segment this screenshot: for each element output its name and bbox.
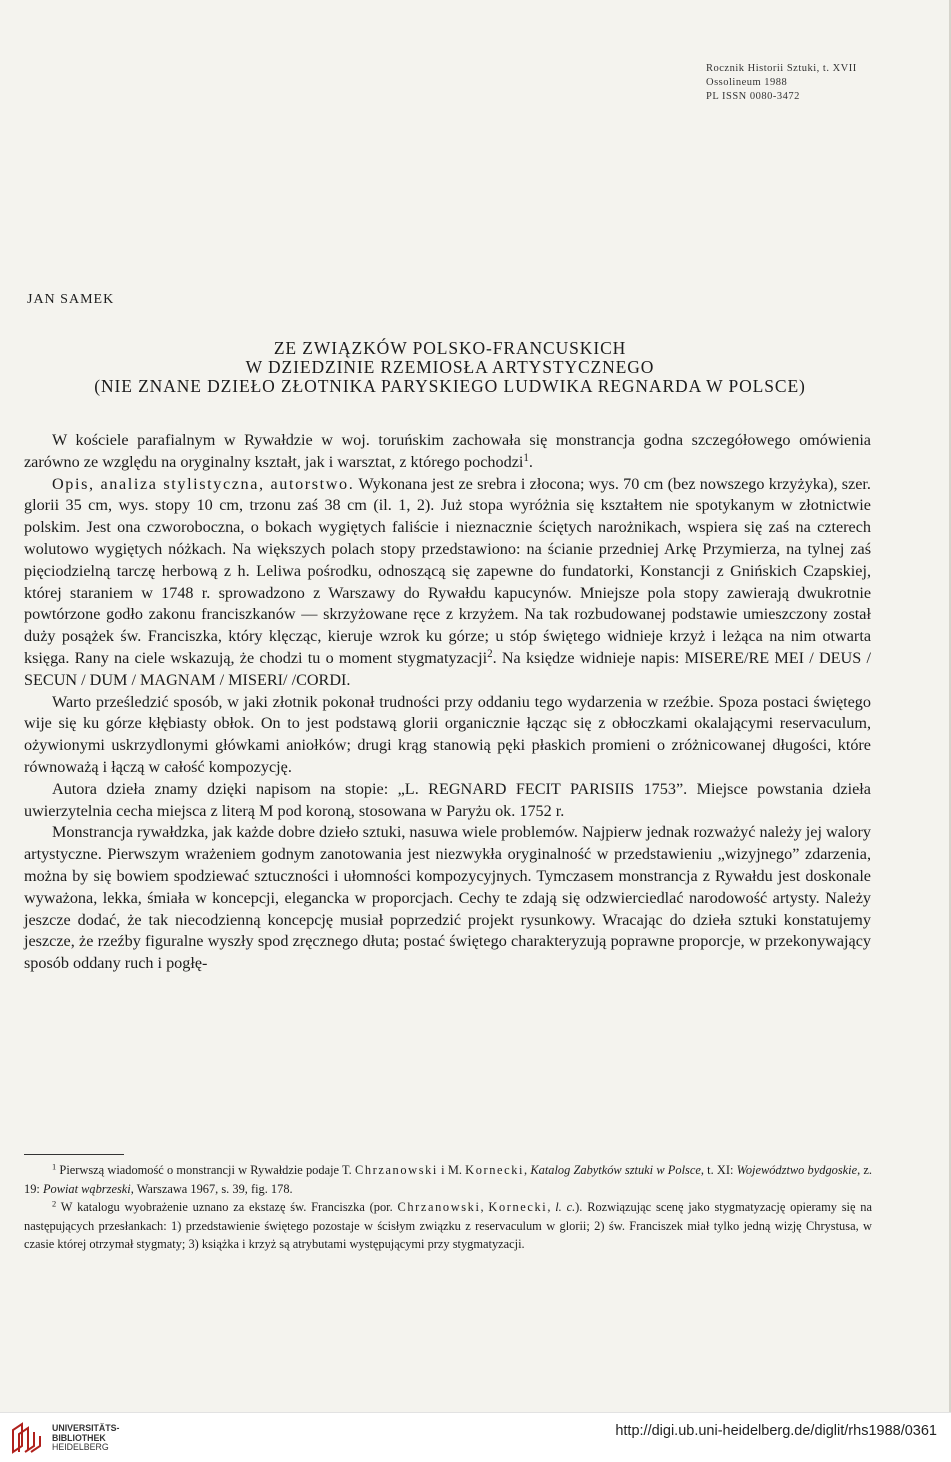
journal-info [706,62,906,104]
footnotes [24,1161,872,1254]
footnote-1: $^1$ Pierwszą wiadomość o monstrancji w Rywałdzie podaje T. Chrzanowski i M. Kornecki, Katalog Zabytków sztuki w Polsce, t. XI: Województwo bydgoskie, z. 19: Powiat wąbrzeski, Warszawa 1967, s. 39, fig. 178. [24,1161,873,1196]
footnote-ref-1[interactable]: 1 [523,451,529,464]
footnote-2: $^2$ W katalogu wyobrażenie uznano za ekstazę św. Franciszka (por. Chrzanowski, Kornecki, l. c.). Rozwiązując scenę jako stygmatyzację opieramy się na następujących przesłankach: 1) przedstawienie świętego pozostaje w ścisłym związku z reservaculum w glorii; 2) św. Franciszek miał tylko jedną wizję Chrystusa, w czasie której otrzymał stygmaty; 3) książka i krzyż są atrybutami występującymi przy stygmatyzacji. [24,1198,872,1251]
article-title [0,339,900,396]
paragraph-3: Warto prześledzić sposób, w jaki złotnik pokonał trudności przy oddaniu tego wydarzenia w rzeźbie. Spoza postaci świętego wije się ku górze kłębiasty obłok. On to jest podstawą glorii organicznie łącząc się z obłoczkami okalającymi reservaculum, ożywionymi uskrzydlonymi główkami aniołków; drugi krąg stanowią pęki płaskich promieni o zróżnicowanej długości, które równoważą i łączą w całość kompozycję. [24,692,871,776]
paragraph-5: Monstrancja rywałdzka, jak każde dobre dzieło sztuki, nasuwa wiele problemów. Najpierw jednak rozważyć należy jej walory artystyczne. Pierwszym wrażeniem godnym zanotowania jest niezwykła oryginalność w przedstawieniu „wizyjnego” zdarzenia, można by się bowiem spodziewać sztuczności i ułomności kompozycyjnych. Tymczasem monstrancja z Rywałdu jest doskonale wyważona, lekka, śmiała w koncepcji, elegancka w proporcjach. Cechy te zdają się odzwierciedlać narodowość artysty. Należy jeszcze dodać, że tak niecodzienną koncepcję musiał poprzedzić projekt rysunkowy. Wracając do dzieła sztuki konstatujemy jeszcze, że rzeźby figuralne wyszły spod zręcznego dłuta; postać świętego charakteryzują poprawne proporcje, w przekonywający sposób oddany ruch i pogłę- [24,823,871,973]
section-heading: Opis, analiza stylistyczna, autorstwo. [52,474,355,493]
paragraph-4: Autora dzieła znamy dzięki napisom na stopie: „L. REGNARD FECIT PARISIIS 1753”. Miejsce powstania dzieła uwierzytelnia cecha miejsca z literą M pod koroną, stosowana w Paryżu ok. 1752 r. [24,779,871,820]
article-body [24,430,871,975]
article-author: JAN SAMEK [27,292,115,307]
source-url-link[interactable]: http://digi.ub.uni-heidelberg.de/diglit/rhs1988/0361 [615,1423,937,1439]
title-line-1: ZE ZWIĄZKÓW POLSKO-FRANCUSKICH [273,338,627,358]
library-name: UNIVERSITÄTS- BIBLIOTHEK HEIDELBERG [52,1423,120,1453]
title-line-3: (NIE ZNANE DZIEŁO ZŁOTNIKA PARYSKIEGO LUDWIKA REGNARDA W POLSCE) [94,376,806,396]
viewer-footer [0,1412,951,1462]
paragraph-1: W kościele parafialnym w Rywałdzie w woj. toruńskim zachowała się monstrancja godna szczegółowego omówienia zarówno ze względu na oryginalny kształt, jak i warsztat, z którego pochodzi$^1$. [24,431,871,471]
publisher-year: Ossolineum 1988 [706,77,788,88]
issn: PL ISSN 0080-3472 [706,91,800,102]
footnote-ref-2[interactable]: 2 [487,647,493,660]
footnote-divider [24,1154,124,1155]
university-library-logo-icon [10,1421,44,1455]
paragraph-2: Opis, analiza stylistyczna, autorstwo. Wykonana jest ze srebra i złocona; wys. 70 cm (bez nowszego krzyżyka), szer. glorii 35 cm, wys. stopy 10 cm, trzonu zaś 38 cm (il. 1, 2). Już stopa wyróżnia się kształtem nie spotykanym w złotnictwie polskim. Jest ona czworoboczna, o bokach wygiętych faliście i nieznacznie ściętych narożnikach, wspiera się zaś na czterech wolutowo wygiętych nóżkach. Na większych polach stopy przedstawiono: na ścianie przedniej Arkę Przymierza, na tylnej zaś pięciodzielną tarczę herbową z h. Leliwa pośrodku, odnoszącą się zapewne do fundatorki, Konstancji z Gnińskich Czapskiej, której staraniem w 1748 r. sprowadzono z Warszawy do Rywałdu kapucynów. Mniejsze pola stopy zawierają dwukrotnie powtórzone godło zakonu franciszkanów — skrzyżowane ręce z krzyżem. Na tak rozbudowanej podstawie umieszczony został duży posążek św. Franciszka, który klęcząc, kieruje wzrok ku górze; u stóp świętego widnieje krzyż i leżąca na nim otwarta księga. Rany na ciele wskazują, że chodzi tu o moment stygmatyzacji$^2$. Na księdze widnieje napis: MISERE/RE MEI / DEUS / SECUN / DUM / MAGNAM / MISERI/ /CORDI. [24,474,871,689]
journal-name: Rocznik Historii Sztuki, t. XVII [706,63,857,74]
title-line-2: W DZIEDZINIE RZEMIOSŁA ARTYSTYCZNEGO [245,357,655,377]
